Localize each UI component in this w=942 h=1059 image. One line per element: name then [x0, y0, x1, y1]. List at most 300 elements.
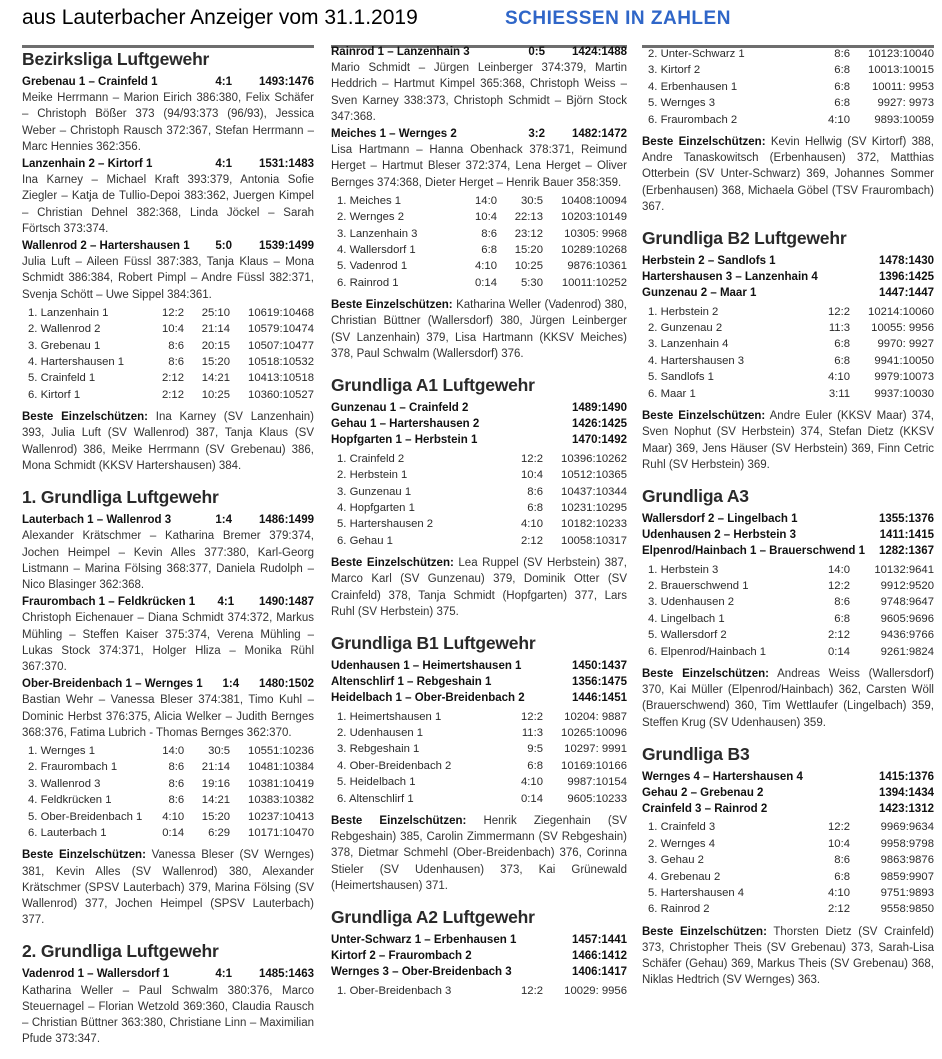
- match-score: 3:2: [528, 128, 545, 141]
- best-shooters-label: Beste Einzelschützen:: [331, 814, 467, 827]
- team-rings: 10579:10474: [248, 323, 314, 336]
- team-position: 3.: [648, 596, 658, 609]
- standings-row: [642, 562, 934, 578]
- team-rings: 9748:9647: [880, 596, 934, 609]
- team-match-points: 30:5: [208, 744, 231, 757]
- standings-row: [642, 852, 934, 868]
- match-teams: Wallenrod 2 – Hartershausen 1: [22, 240, 190, 253]
- match-header: [331, 400, 627, 416]
- match-header: [331, 964, 627, 980]
- team-label: Wallersdorf 2: [660, 629, 727, 642]
- team-rings: 10383:10382: [248, 794, 314, 807]
- match-rings: 1406:1417: [572, 966, 627, 979]
- team-rings: 10437:10344: [561, 485, 627, 498]
- team-name: [642, 562, 794, 578]
- team-name: [642, 62, 794, 78]
- team-name: [331, 451, 487, 467]
- team-name: [331, 725, 487, 741]
- standings-row: [642, 46, 934, 62]
- team-points: 6:8: [834, 80, 850, 93]
- team-label: Ober-Breidenbach 2: [349, 759, 452, 772]
- team-position: 5.: [648, 371, 658, 384]
- team-position: 2.: [337, 469, 347, 482]
- team-label: Gunzenau 2: [660, 322, 723, 335]
- team-rings: 9605:10233: [567, 792, 627, 805]
- best-shooters: [642, 666, 934, 731]
- match-details: Bastian Wehr – Vanessa Bleser 374:381, Timo Kuhl – Dominic Herbst 376:375, Alicia Welker – Judith Bernges 368:376, Fatima Lubrich - Thomas Bernges 362:370.: [22, 694, 314, 739]
- team-name: [642, 885, 794, 901]
- best-shooters-text: Vanessa Bleser (SV Wernges) 381, Kevin Alles (SV Wallenrod) 380, Alexander Krätschmer (SPSV Lauterbach) 379, Marina Fölsing (SV Wallenrod) 377, Jochen Heimpel (SPSV Lauterbach) 377.: [22, 849, 315, 927]
- source-line: aus Lauterbacher Anzeiger vom 31.1.2019: [22, 6, 418, 29]
- match-score: [812, 769, 852, 785]
- team-position: 6.: [648, 113, 658, 126]
- team-name: [331, 484, 487, 500]
- best-shooters: [331, 555, 627, 620]
- match-rings: 1411:1415: [879, 529, 934, 542]
- standings-row: [331, 258, 627, 274]
- team-name: [642, 79, 794, 95]
- match-header: [22, 594, 314, 610]
- match-rings: 1470:1492: [572, 434, 627, 447]
- match-score: [505, 674, 545, 690]
- match-teams: Gehau 2 – Grebenau 2: [642, 786, 764, 799]
- team-rings: 9969:9634: [880, 821, 934, 834]
- team-points: 2:12: [162, 388, 184, 401]
- team-rings: 9970: 9927: [877, 338, 934, 351]
- match-rings: 1466:1412: [572, 950, 627, 963]
- team-rings: 9261:9824: [880, 645, 934, 658]
- standings-row: [22, 305, 314, 321]
- team-position: 3.: [337, 227, 347, 240]
- standings-row: [331, 533, 627, 549]
- team-label: Wallersdorf 1: [349, 244, 416, 257]
- team-match-points: 14:21: [201, 794, 231, 807]
- team-points: 6:8: [834, 97, 850, 110]
- team-position: 4.: [648, 354, 658, 367]
- team-name: [642, 836, 794, 852]
- standings-table: [22, 305, 314, 403]
- standings-row: [22, 370, 314, 386]
- match-header: [331, 948, 627, 964]
- team-rings: 10381:10419: [248, 777, 314, 790]
- team-points: 14:0: [828, 563, 850, 576]
- team-label: Hopfgarten 1: [349, 501, 415, 514]
- team-rings: 10396:10262: [561, 452, 627, 465]
- match-header: [642, 543, 934, 559]
- standings-row: [642, 62, 934, 78]
- team-label: Gehau 1: [349, 534, 393, 547]
- match-teams: Gunzenau 2 – Maar 1: [642, 287, 757, 300]
- standings-table: [642, 46, 934, 128]
- match-rings: 1446:1451: [572, 692, 627, 705]
- team-label: Meiches 1: [349, 194, 402, 207]
- match-score: [505, 432, 545, 448]
- match-teams: Grebenau 1 – Crainfeld 1: [22, 76, 158, 88]
- match-details: Lisa Hartmann – Hanna Obenhack 378:371, Reimund Herget – Hartmut Bleser 372:374, Lena Herget – Oliver Bernges 374:368, Dieter Herget – Henrik Bauer 358:359.: [331, 144, 627, 189]
- team-name: [642, 578, 794, 594]
- match-score: [818, 269, 856, 285]
- team-label: Rainrod 2: [660, 903, 710, 916]
- team-name: [22, 387, 142, 403]
- team-label: Gunzenau 1: [349, 485, 412, 498]
- team-position: 6.: [28, 388, 38, 401]
- standings-row: [331, 451, 627, 467]
- best-shooters: [331, 813, 627, 894]
- standings-row: [642, 112, 934, 128]
- team-position: 1.: [337, 194, 347, 207]
- match-teams: Unter-Schwarz 1 – Erbenhausen 1: [331, 934, 517, 946]
- team-label: Rebgeshain 1: [349, 743, 420, 756]
- team-rings: 10512:10365: [561, 469, 627, 482]
- team-points: 9:5: [527, 743, 543, 756]
- standings-row: [331, 193, 627, 209]
- league-section: [642, 485, 934, 731]
- match-details: Ina Karney – Michael Kraft 393:379, Antonia Sofie Ziegler – Katja de Tullio-Depoi 383:362, Juergen Kimpel – Christian Dehnel 382:368, Linda Jöckel – Sarah Förtsch 373:374.: [22, 174, 314, 235]
- team-position: 3.: [28, 777, 38, 790]
- team-points: 4:10: [521, 518, 543, 531]
- team-match-points: 5:30: [521, 276, 543, 289]
- team-points: 4:10: [828, 371, 850, 384]
- team-points: 6:8: [834, 64, 850, 77]
- team-points: 12:2: [521, 984, 543, 997]
- team-position: 2.: [337, 726, 347, 739]
- team-name: [331, 258, 455, 274]
- match-teams: Gehau 1 – Hartershausen 2: [331, 418, 480, 431]
- team-rings: 10619:10468: [248, 306, 314, 319]
- team-position: 5.: [337, 776, 347, 789]
- team-position: 3.: [648, 338, 658, 351]
- team-position: 3.: [28, 339, 38, 352]
- team-name: [331, 226, 455, 242]
- team-name: [642, 320, 794, 336]
- match-score: [512, 964, 550, 980]
- match-rings: 1489:1490: [572, 402, 627, 415]
- team-rings: 9979:10073: [874, 371, 934, 384]
- team-label: Wallenrod 3: [40, 777, 101, 790]
- match-rings: 1457:1441: [572, 934, 627, 946]
- team-rings: 10204: 9887: [564, 710, 627, 723]
- team-label: Kirtorf 1: [40, 388, 81, 401]
- team-label: Hartershausen 1: [40, 356, 125, 369]
- league-section: [331, 906, 627, 999]
- team-name: [331, 275, 455, 291]
- match-teams: Herbstein 2 – Sandlofs 1: [642, 255, 776, 268]
- standings-row: [642, 336, 934, 352]
- match-score: 1:4: [222, 678, 240, 691]
- team-position: 5.: [337, 260, 347, 273]
- best-shooters-text: Andreas Weiss (Wallersdorf) 370, Kai Müller (Elpenrod/Hainbach) 362, Carsten Wöll (Brauerschwend) 360, Tim Wettlaufer (Lingelbach) 359, Steffen Krug (SV Udenhausen) 359.: [642, 667, 934, 729]
- match-header: [642, 285, 934, 301]
- team-position: 6.: [337, 534, 347, 547]
- team-position: 4.: [28, 356, 38, 369]
- team-label: Heidelbach 1: [349, 776, 416, 789]
- best-shooters-text: Lea Ruppel (SV Herbstein) 387, Marco Karl (SV Gunzenau) 379, Dominik Otter (SV Crainfeld) 378, Tanja Schmidt (Hopfgarten) 377, Lars Ruhl (SV Herbstein) 375.: [331, 557, 627, 618]
- team-label: Lauterbach 1: [40, 826, 107, 839]
- team-points: 0:14: [828, 645, 850, 658]
- standings-row: [642, 320, 934, 336]
- match-score: [865, 543, 879, 559]
- team-label: Feldkrücken 1: [40, 794, 112, 807]
- match-rings: 1394:1434: [879, 786, 934, 799]
- team-position: 4.: [337, 501, 347, 514]
- team-points: 6:8: [834, 354, 850, 367]
- team-name: [22, 370, 142, 386]
- team-position: 5.: [648, 887, 658, 899]
- match-rings: 1478:1430: [879, 255, 934, 268]
- team-points: 8:6: [481, 227, 497, 240]
- standings-row: [642, 95, 934, 111]
- team-rings: 10029: 9956: [564, 984, 627, 997]
- team-position: 1.: [28, 306, 38, 319]
- match-rings: 1493:1476: [259, 76, 314, 88]
- team-match-points: 14:21: [201, 372, 230, 385]
- team-label: Wallenrod 2: [40, 323, 101, 336]
- team-rings: 9893:10059: [874, 113, 934, 126]
- standings-table: [331, 193, 627, 291]
- team-name: [642, 852, 794, 868]
- standings-row: [642, 627, 934, 643]
- team-label: Fraurombach 1: [40, 761, 118, 774]
- team-points: 4:10: [521, 776, 543, 789]
- column-3: [642, 44, 934, 1001]
- standings-row: [642, 885, 934, 901]
- standings-table: [642, 819, 934, 917]
- standings-table: [331, 709, 627, 807]
- match-score: [812, 527, 852, 543]
- standings-row: [331, 758, 627, 774]
- match-score: 4:1: [215, 968, 232, 981]
- league-section: [331, 632, 627, 894]
- team-name: [331, 467, 487, 483]
- team-rings: 9927: 9973: [877, 97, 934, 110]
- league-title: 2. Grundliga Luftgewehr: [22, 941, 219, 962]
- team-points: 12:2: [521, 710, 543, 723]
- team-name: [331, 983, 487, 999]
- match-teams: Wallersdorf 2 – Lingelbach 1: [642, 512, 798, 525]
- team-label: Udenhausen 2: [660, 596, 735, 609]
- match-teams: Wernges 4 – Hartershausen 4: [642, 770, 803, 783]
- match-header: [642, 785, 934, 801]
- standings-table: [22, 743, 314, 841]
- team-label: Lingelbach 1: [660, 612, 725, 625]
- team-match-points: 30:5: [521, 194, 543, 207]
- match-score: [812, 801, 852, 817]
- match-header: [642, 253, 934, 269]
- team-points: 8:6: [168, 794, 185, 807]
- standings-row: [331, 725, 627, 741]
- team-name: [331, 758, 487, 774]
- standings-row: [331, 226, 627, 242]
- match-rings: 1426:1425: [572, 418, 627, 431]
- match-rings: 1485:1463: [259, 968, 314, 981]
- league-section: [22, 48, 314, 474]
- standings-row: [22, 759, 314, 775]
- match-teams: Meiches 1 – Wernges 2: [331, 128, 457, 141]
- standings-row: [642, 611, 934, 627]
- match-teams: Hopfgarten 1 – Herbstein 1: [331, 434, 478, 447]
- team-name: [642, 112, 794, 128]
- match-rings: 1482:1472: [572, 128, 627, 141]
- team-match-points: 21:14: [201, 323, 230, 336]
- team-name: [331, 774, 487, 790]
- match-score: [812, 285, 852, 301]
- standings-row: [22, 743, 314, 759]
- team-label: Vadenrod 1: [349, 260, 408, 273]
- team-match-points: 21:14: [201, 761, 231, 774]
- match-header: [22, 156, 314, 172]
- team-points: 4:10: [162, 810, 185, 823]
- match-header: [642, 511, 934, 527]
- team-position: 5.: [337, 518, 347, 531]
- match-teams: Lauterbach 1 – Wallenrod 3: [22, 514, 172, 527]
- team-position: 2.: [28, 761, 38, 774]
- team-label: Elpenrod/Hainbach 1: [660, 645, 767, 658]
- team-rings: 10132:9641: [874, 563, 934, 576]
- team-position: 6.: [337, 276, 347, 289]
- team-points: 12:2: [828, 579, 850, 592]
- team-label: Hartershausen 2: [349, 518, 434, 531]
- team-points: 12:2: [162, 306, 184, 319]
- team-points: 4:10: [828, 113, 850, 126]
- team-position: 4.: [337, 759, 347, 772]
- league-section: [331, 44, 627, 362]
- team-position: 3.: [337, 743, 347, 756]
- standings-row: [22, 776, 314, 792]
- match-header: [331, 690, 627, 706]
- team-rings: 9958:9798: [880, 837, 934, 850]
- team-name: [642, 869, 794, 885]
- match-score: [525, 690, 559, 706]
- match-teams: Elpenrod/Hainbach 1 – Brauerschwend 1: [642, 545, 866, 558]
- match-header: [22, 512, 314, 528]
- team-position: 5.: [648, 97, 658, 110]
- team-points: 8:6: [834, 854, 850, 867]
- standings-row: [642, 644, 934, 660]
- standings-row: [642, 79, 934, 95]
- team-name: [642, 901, 794, 917]
- team-points: 12:2: [828, 821, 850, 834]
- match-header: [331, 432, 627, 448]
- team-rings: 10055: 9956: [871, 322, 934, 335]
- team-points: 6:8: [834, 870, 850, 883]
- standings-row: [642, 836, 934, 852]
- match-teams: Wernges 3 – Ober-Breidenbach 3: [331, 966, 512, 979]
- team-rings: 10011:10252: [561, 276, 627, 289]
- team-points: 6:8: [527, 759, 543, 772]
- match-details: Katharina Weller – Paul Schwalm 380:376, Marco Steuernagel – Florian Wetzold 369:360, Claudia Rausch – Christian Büttner 363:380, Christiane Linn – Maximilian Pfude 373:347.: [22, 984, 314, 1046]
- team-name: [642, 819, 794, 835]
- team-label: Lanzenhain 3: [349, 227, 418, 240]
- team-name: [642, 627, 794, 643]
- team-points: 8:6: [168, 356, 184, 369]
- match-rings: 1424:1488: [572, 46, 627, 58]
- team-points: 12:2: [521, 452, 543, 465]
- best-shooters-text: Katharina Weller (Vadenrod) 380, Christian Büttner (Wallersdorf) 380, Jürgen Leinberger (SV Lanzenhain) 379, Lisa Hartmann (KKSV Meiches) 378, Paul Schwalm (Wallersdorf) 376.: [331, 299, 627, 360]
- team-rings: 10231:10295: [561, 501, 627, 514]
- team-match-points: 6:29: [208, 826, 231, 839]
- standings-row: [642, 869, 934, 885]
- match-score: [812, 785, 852, 801]
- best-shooters-label: Beste Einzelschützen:: [331, 557, 454, 570]
- team-position: 4.: [337, 244, 347, 257]
- match-header: [22, 74, 314, 90]
- team-rings: 10237:10413: [248, 810, 314, 823]
- team-rings: 9912:9520: [880, 579, 934, 592]
- team-name: [642, 611, 794, 627]
- standings-row: [642, 386, 934, 402]
- team-name: [22, 354, 142, 370]
- match-rings: 1447:1447: [879, 287, 934, 300]
- team-rings: 10551:10236: [248, 744, 314, 757]
- team-label: Wernges 2: [349, 211, 404, 224]
- standings-row: [331, 242, 627, 258]
- best-shooters: [642, 134, 934, 215]
- team-label: Unter-Schwarz 1: [660, 48, 745, 60]
- team-position: 2.: [648, 837, 658, 850]
- team-name: [331, 516, 487, 532]
- team-points: 8:6: [834, 596, 850, 609]
- team-points: 2:12: [828, 903, 850, 916]
- team-match-points: 20:15: [201, 339, 230, 352]
- team-points: 3:11: [828, 387, 850, 400]
- team-label: Altenschlirf 1: [348, 792, 414, 805]
- headline: SCHIESSEN IN ZAHLEN: [505, 8, 731, 29]
- league-section: [22, 486, 314, 928]
- team-label: Herbstein 3: [660, 563, 719, 576]
- standings-row: [22, 321, 314, 337]
- team-name: [642, 386, 794, 402]
- team-label: Lanzenhain 4: [660, 338, 729, 351]
- team-points: 6:8: [527, 501, 543, 514]
- match-teams: Ober-Breidenbach 1 – Wernges 1: [22, 678, 203, 691]
- team-label: Erbenhausen 1: [660, 80, 738, 93]
- team-points: 2:12: [162, 372, 184, 385]
- team-rings: 9987:10154: [567, 776, 627, 789]
- team-label: Ober-Breidenbach 3: [349, 984, 452, 997]
- team-name: [331, 791, 487, 807]
- match-header: [331, 416, 627, 432]
- team-position: 6.: [648, 387, 658, 400]
- match-rings: 1490:1487: [259, 596, 314, 609]
- team-points: 4:10: [828, 887, 850, 899]
- best-shooters: [22, 409, 314, 474]
- match-teams: Rainrod 1 – Lanzenhain 3: [331, 46, 470, 58]
- team-match-points: 19:16: [201, 777, 231, 790]
- best-shooters: [642, 408, 934, 473]
- league-title: Bezirksliga Luftgewehr: [22, 49, 210, 69]
- league-title: Grundliga A1 Luftgewehr: [331, 375, 535, 396]
- team-name: [331, 242, 455, 258]
- league-title: Grundliga A2 Luftgewehr: [331, 907, 535, 927]
- match-rings: 1480:1502: [259, 678, 314, 691]
- best-shooters-label: Beste Einzelschützen:: [22, 411, 148, 424]
- match-rings: 1355:1376: [879, 512, 934, 525]
- team-rings: 10013:10015: [868, 64, 934, 77]
- standings-row: [642, 578, 934, 594]
- match-score: 4:1: [217, 596, 235, 609]
- team-position: 1.: [337, 984, 347, 997]
- team-name: [642, 594, 794, 610]
- team-position: 3.: [648, 64, 658, 77]
- team-label: Crainfeld 3: [660, 821, 716, 834]
- match-rings: 1396:1425: [879, 271, 934, 284]
- team-label: Wernges 3: [660, 97, 715, 110]
- team-name: [331, 533, 487, 549]
- standings-row: [642, 304, 934, 320]
- team-position: 1.: [648, 821, 658, 834]
- match-teams: Vadenrod 1 – Wallersdorf 1: [22, 968, 170, 981]
- team-rings: 9558:9850: [880, 903, 934, 916]
